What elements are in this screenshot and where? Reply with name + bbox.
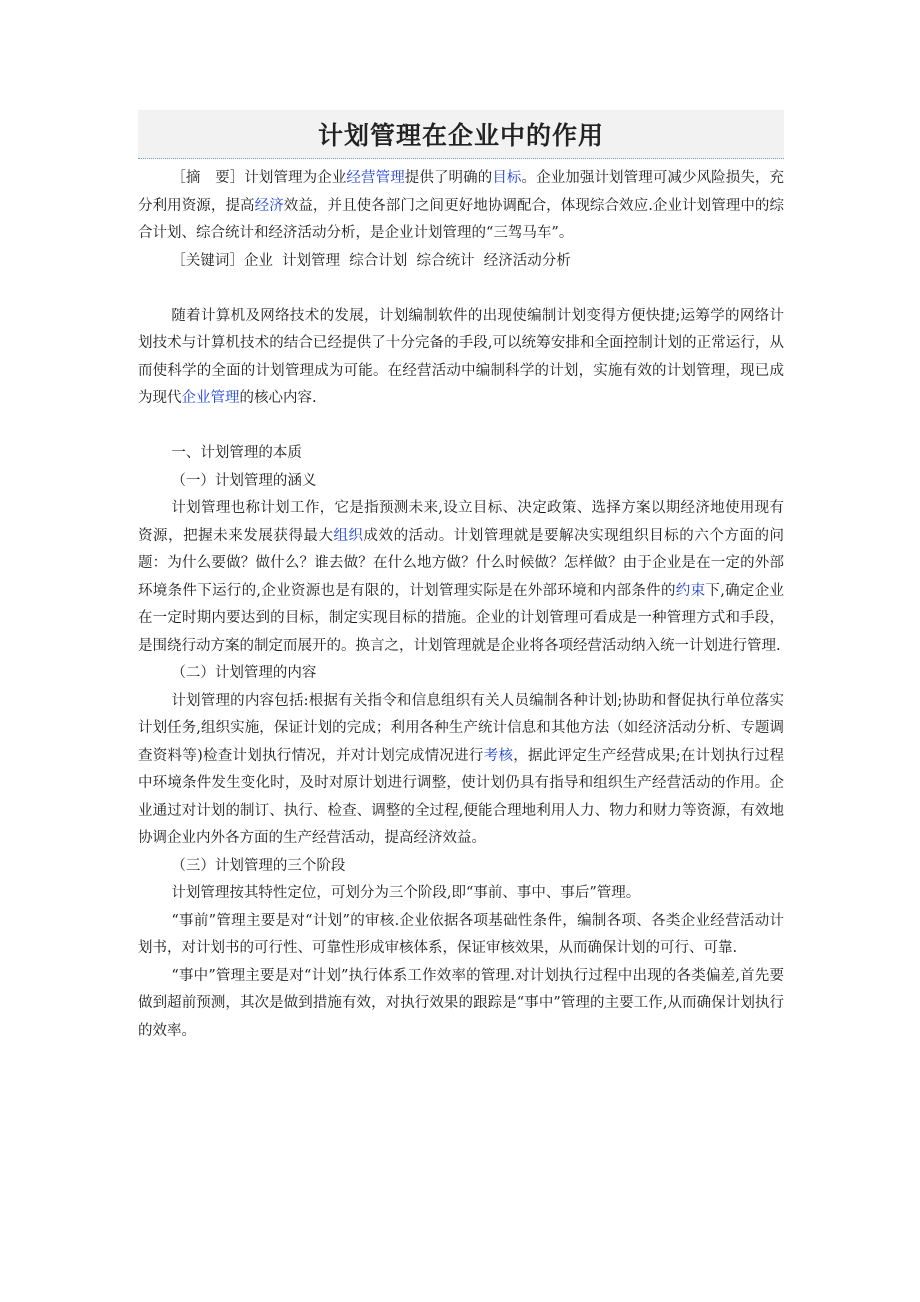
sub2-heading: （二）计划管理的内容 [171,665,317,681]
sub1-text-1: 计划管理也称计划工作，它是指预测未来,设立目标、决定政策、选择方案以期经济地使用现有资源，把握未来发展获得最大 [138,500,784,544]
link-jingji[interactable]: 经济 [254,197,284,214]
sub2-text-1: 计划管理的内容包括:根据有关指令和信息组织有关人员编制各种计划;协助和督促执行单位落实计划任务,组织实施，保证计划的完成；利用各种生产统计信息和其他方法（如经济活动分析、专题调查资料等)检查计划执行情况，并对计划完成情况进行 [138,692,784,764]
intro-text-2: 的核心内容. [239,390,317,406]
spacer [138,275,784,303]
abstract-text-4: 效益，并且使各部门之间更好地协调配合，体现综合效应.企业计划管理中的综合计划、综合统计和经济活动分析，是企业计划管理的“三驾马车”。 [138,197,785,241]
link-yueshu[interactable]: 约束 [675,582,706,599]
sub3-paragraph-1: 计划管理按其特性定位，可划分为三个阶段,即“事前、事中、事后”管理。 [171,885,641,901]
document-title: 计划管理在企业中的作用 [317,121,604,150]
intro-text-1: 随着计算机及网络技术的发展，计划编制软件的出现使编制计划变得方便快捷;运筹学的网络计划技术与计算机技术的结合已经提供了十分完备的手段,可以统筹安排和全面控制计划的正常运行，从而使科学的全面的计划管理成为可能。在经营活动中编制科学的计划，实施有效的计划管理，现已成为现代 [138,307,784,406]
sub2-text-2: ，据此评定生产经营成果;在计划执行过程中环境条件发生变化时，及时对原计划进行调整，使计划仍具有指导和组织生产经营活动的作用。企业通过对计划的制订、执行、检查、调整的全过程,便能合理地利用人力、物力和财力等资源，有效地协调企业内外各方面的生产经营活动，提高经济效益。 [138,747,785,846]
abstract-text-1: ［摘 要］计划管理为企业 [171,170,347,186]
link-jingying-guanli[interactable]: 经营管理 [346,170,405,186]
section1-heading: 一、计划管理的本质 [171,445,302,461]
sub3-paragraph-3: “事中”管理主要是对“计划”执行体系工作效率的管理.对计划执行过程中出现的各类偏差,首先要做到超前预测，其次是做到措施有效，对执行效果的跟踪是“事中”管理的主要工作,从而确保计划执行的效率。 [138,967,784,1039]
sub1-paragraph [138,495,784,660]
link-mubiao[interactable]: 目标 [492,170,522,186]
abstract-text-2: 提供了明确的 [404,170,493,186]
sub1-text-3: 下,确定企业在一定时期内要达到的目标，制定实现目标的措施。企业的计划管理可看成是一种管理方式和手段，是围绕行动方案的制定而展开的。换言之，计划管理就是企业将各项经营活动纳入统一计划进行管理. [138,582,785,654]
link-kaohe[interactable]: 考核 [483,747,514,764]
spacer [138,413,784,441]
document-page [138,110,784,1045]
keywords-paragraph: ［关键词］企业 计划管理 综合计划 综合统计 经济活动分析 [171,252,571,269]
sub3-heading: （三）计划管理的三个阶段 [171,857,346,874]
document-body [138,165,784,1045]
link-qiye-guanli[interactable]: 企业管理 [181,390,240,406]
intro-paragraph [138,303,784,413]
sub1-text-2: 成效的活动。计划管理就是要解决实现组织目标的六个方面的问题：为什么要做？做什么？谁去做？在什么地方做？什么时候做？怎样做？由于企业是在一定的外部环境条件下运行的,企业资源也是有限的，计划管理实际是在外部环境和内部条件的 [138,527,785,599]
sub1-heading: （一）计划管理的涵义 [171,472,317,489]
title-bar [138,110,784,159]
abstract-text-3: 。企业加强计划管理可减少风险损失，充分利用资源，提高 [138,170,785,214]
abstract-paragraph [138,165,784,248]
sub3-paragraph-2: “事前”管理主要是对“计划”的审核.企业依据各项基础性条件，编制各项、各类企业经营活动计划书，对计划书的可行性、可靠性形成审核体系，保证审核效果，从而确保计划的可行、可靠. [138,912,784,956]
sub2-paragraph [138,688,784,853]
link-zuzhi[interactable]: 组织 [333,527,364,544]
